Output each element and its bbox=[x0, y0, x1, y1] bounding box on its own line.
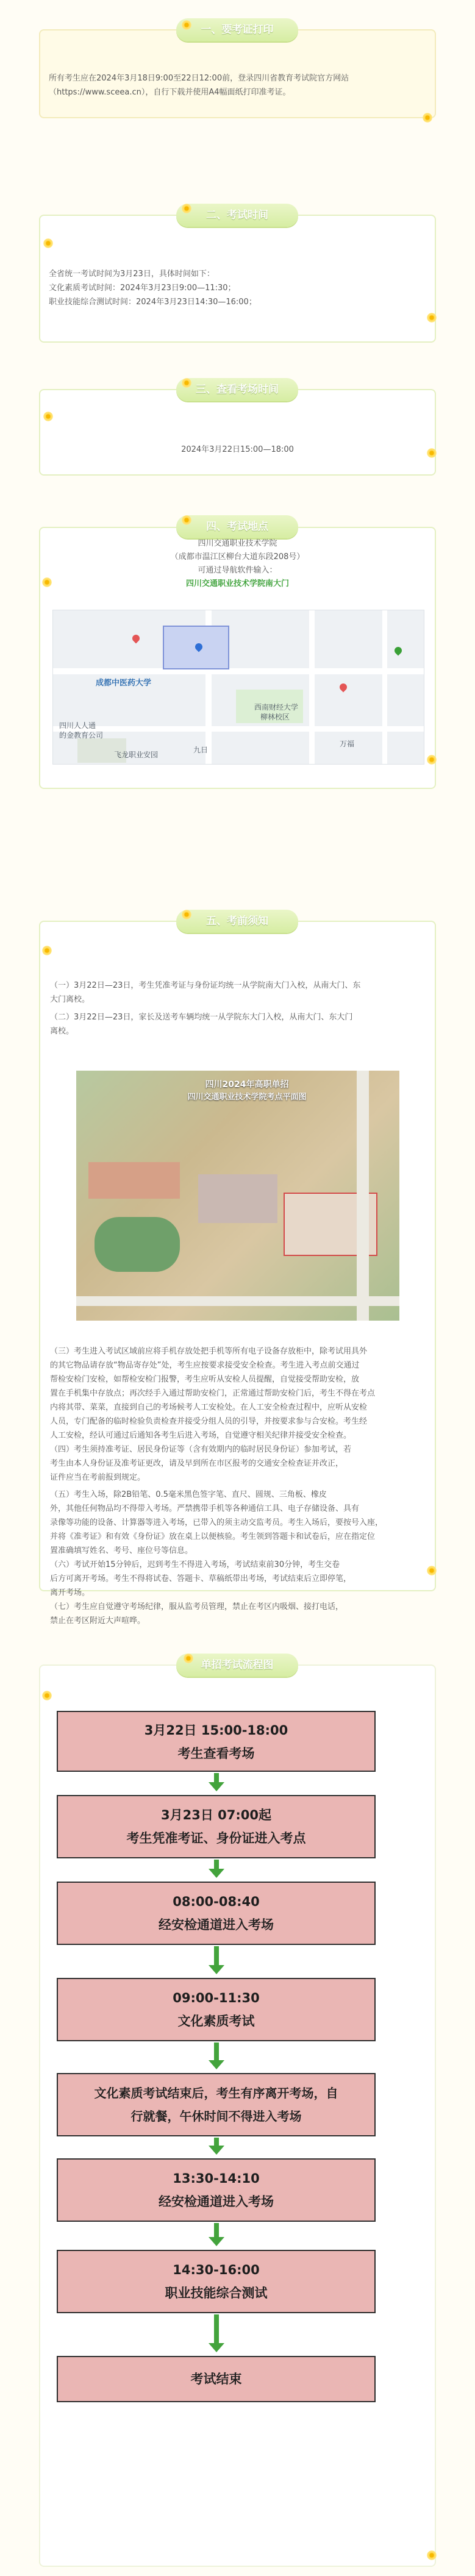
flower-icon bbox=[180, 908, 193, 921]
flow-step-line: 考生凭准考证、身份证进入考点 bbox=[126, 1831, 306, 1846]
flow-step-3 bbox=[57, 1882, 376, 1945]
notice-p3-line: 证件应当在考前报到规定。 bbox=[50, 1473, 146, 1482]
flow-arrow bbox=[214, 2043, 219, 2062]
notice-p4-line: 置准确填写姓名、考号、座位号等信息。 bbox=[50, 1546, 193, 1555]
flow-step-8 bbox=[57, 2356, 376, 2402]
flow-arrow bbox=[214, 2223, 219, 2239]
time-line-1: 全省统一考试时间为3月23日，具体时间如下： bbox=[49, 269, 215, 279]
campus-plan-title-2: 四川交通职业技术学院考点平面图 bbox=[187, 1093, 307, 1102]
notice-p3-line: 的其它物品请存放“物品寄存处”处，考生应按要求接受安全检查。考生进入考点前交通过 bbox=[50, 1361, 360, 1370]
notice-p6-line: （七）考生应自觉遵守考场纪律，服从监考员管理，禁止在考区内吸烟、接打电话， bbox=[50, 1602, 344, 1611]
map-pin-icon bbox=[393, 646, 404, 656]
notice-p3-line: 内将其带、菜菜，直接到自己的考场候考人工安检处。在人工安全检查过程中，应听从安检 bbox=[50, 1403, 368, 1412]
flower-icon bbox=[180, 18, 193, 32]
view-time: 2024年3月22日15:00—18:00 bbox=[181, 445, 294, 454]
flow-step-6 bbox=[57, 2158, 376, 2222]
notice-p5-line: （六）考试开始15分钟后，迟到考生不得进入考场，考试结束前30分钟，考生交卷 bbox=[50, 1560, 340, 1569]
flow-step-4 bbox=[57, 1978, 376, 2041]
notice-p5-line: 后方可离开考场。考生不得将试卷、答题卡、草稿纸带出考场，考试结束后立即停笔， bbox=[50, 1574, 352, 1583]
flow-step-2 bbox=[57, 1795, 376, 1858]
flow-step-line: 3月22日 15:00-18:00 bbox=[144, 1723, 288, 1738]
notice-p2-line-2: 离校。 bbox=[50, 1027, 74, 1036]
location-nav-hint: 可通过导航软件输入： bbox=[198, 566, 277, 575]
flow-arrow bbox=[214, 1773, 219, 1784]
map-label: 万福 bbox=[340, 740, 355, 748]
notice-p3-line: （四）考生须持准考证、居民身份证等（含有效期内的临时居民身份证）参加考试，若 bbox=[50, 1445, 352, 1454]
flow-step-line: 文化素质考试结束后，考生有序离开考场，自 bbox=[94, 2086, 338, 2100]
section-title-notice: 五、考前须知 bbox=[176, 910, 298, 933]
campus-plan-title-1: 四川2024年高职单招 bbox=[205, 1080, 289, 1090]
map-label: 成都中医药大学 bbox=[96, 679, 152, 688]
flower-icon bbox=[425, 753, 438, 766]
flow-step-line: 13:30-14:10 bbox=[173, 2171, 260, 2186]
section-title-time: 二、考试时间 bbox=[176, 204, 298, 227]
flow-step-line: 经安检通道进入考场 bbox=[159, 1918, 274, 1932]
map-label: 西南财经大学 bbox=[254, 703, 299, 712]
flower-icon bbox=[421, 111, 434, 124]
map-label: 九日 bbox=[193, 746, 209, 754]
section-title-print: 一、要考证打印 bbox=[176, 18, 298, 41]
notice-p1-line-2: 大门离校。 bbox=[50, 995, 90, 1004]
flow-step-line: 3月23日 07:00起 bbox=[161, 1808, 271, 1822]
flow-arrow bbox=[214, 1946, 219, 1967]
flow-step-line: 经安检通道进入考场 bbox=[159, 2194, 274, 2209]
flower-icon bbox=[425, 2549, 438, 2562]
map-label: 飞龙职业安园 bbox=[114, 751, 159, 759]
flow-step-line: 09:00-11:30 bbox=[173, 1991, 260, 2005]
print-text-line-1: 所有考生应在2024年3月18日9:00至22日12:00前，登录四川省教育考试院官方网站 bbox=[49, 74, 349, 83]
campus-plan-image bbox=[76, 1071, 399, 1321]
time-line-2: 文化素质考试时间：2024年3月23日9:00—11:30； bbox=[49, 284, 236, 293]
notice-p3-line: 人工安检，经认可通过后通知各考生后进入考场，自觉遵守相关纪律并接受安全检查。 bbox=[50, 1431, 352, 1440]
flow-step-7 bbox=[57, 2250, 376, 2313]
flow-step-line: 行就餐，午休时间不得进入考场 bbox=[130, 2109, 302, 2124]
flow-step-line: 14:30-16:00 bbox=[173, 2263, 260, 2277]
map-label: 柳林校区 bbox=[260, 713, 290, 721]
section-title-location: 四、考试地点 bbox=[176, 515, 298, 538]
notice-p2-line-1: （二）3月22日—23日，家长及送考车辆均统一从学院东大门入校，从南大门、东大门 bbox=[50, 1013, 353, 1022]
map-pin-icon bbox=[131, 633, 141, 644]
print-text-line-2: （https://www.sceea.cn），自行下载并使用A4幅面纸打印准考证。 bbox=[49, 88, 291, 97]
flow-step-line: 文化素质考试 bbox=[177, 2014, 255, 2028]
flower-icon bbox=[41, 237, 55, 250]
notice-p4-line: 录像等功能的设备、计算器等进入考场，已带入的须主动交监考员。考生入场后，要按号入座， bbox=[50, 1518, 384, 1527]
flower-icon bbox=[180, 202, 193, 215]
flower-icon bbox=[180, 513, 193, 527]
flower-icon bbox=[41, 410, 55, 423]
flow-step-line: 考生查看考场 bbox=[177, 1746, 255, 1761]
flow-step-line: 职业技能综合测试 bbox=[165, 2286, 268, 2300]
notice-p3-line: 置在手机集中存放点；再次经手入通过帮助安检门，正常通过帮助安检门后，考生不得在考点 bbox=[50, 1389, 376, 1398]
notice-p1-line-1: （一）3月22日—23日，考生凭准考证与身份证均统一从学院南大门入校，从南大门、东 bbox=[50, 981, 361, 990]
notice-p5-line: 离开考场。 bbox=[50, 1588, 90, 1597]
section-title-flow: 单招考试流程图 bbox=[176, 1654, 298, 1677]
flow-step-5 bbox=[57, 2073, 376, 2136]
flower-icon bbox=[40, 944, 54, 957]
flow-arrow bbox=[214, 2138, 219, 2147]
notice-p3-line: 考生由本人身份证及准考证更改，请及早到所在市区报考的交通安全检查证并改正， bbox=[50, 1459, 344, 1468]
map-pin-icon bbox=[338, 682, 349, 693]
map-label: 的金教育公司 bbox=[59, 731, 104, 740]
flow-step-line: 08:00-08:40 bbox=[173, 1894, 260, 1909]
notice-p3-line: 人员，专门配备的临时检验负责检查并接受分组人员的引导，并按要求参与合安检。考生经 bbox=[50, 1417, 368, 1426]
time-line-3: 职业技能综合测试时间：2024年3月23日14:30—16:00； bbox=[49, 298, 257, 307]
notice-p3-line: 帮检安检门安检，如帮检安检门报警，考生应听从安检人员提醒，自觉接受帮助安检，放 bbox=[50, 1375, 360, 1384]
view-venue-card bbox=[39, 389, 436, 476]
notice-p4-line: 并将《准考证》和有效《身份证》放在桌上以便核验。考生领到答题卡和试卷后，应在指定位 bbox=[50, 1532, 376, 1541]
location-nav-target: 四川交通职业技术学院南大门 bbox=[185, 579, 289, 588]
flower-icon bbox=[425, 1564, 438, 1577]
notice-p4-line: （五）考生入场，除2B铅笔、0.5毫米黑色签字笔、直尺、圆规、三角板、橡皮 bbox=[50, 1490, 327, 1499]
location-map[interactable] bbox=[52, 610, 424, 765]
flow-step-1 bbox=[57, 1711, 376, 1772]
notice-p3-line: （三）考生进入考试区域前应将手机存放处把手机等所有电子设备存放柜中，除考试用具外 bbox=[50, 1347, 368, 1356]
flow-arrow bbox=[214, 1860, 219, 1871]
location-address: （成都市温江区柳台大道东段208号） bbox=[170, 552, 305, 562]
map-label: 四川人人通 bbox=[59, 721, 96, 730]
location-name: 四川交通职业技术学院 bbox=[198, 539, 277, 548]
flower-icon bbox=[40, 1689, 54, 1702]
flow-arrow bbox=[214, 2314, 219, 2345]
flower-icon bbox=[425, 311, 438, 324]
notice-p6-line: 禁止在考区附近大声喧哗。 bbox=[50, 1616, 146, 1625]
flow-step-line: 考试结束 bbox=[190, 2372, 242, 2386]
section-title-view: 三、查看考场时间 bbox=[176, 378, 298, 401]
notice-p4-line: 外，其他任何物品均不得带入考场。严禁携带手机等各种通信工具、电子存储设备、具有 bbox=[50, 1504, 360, 1513]
flower-icon bbox=[180, 376, 193, 390]
flower-icon bbox=[182, 1652, 195, 1665]
